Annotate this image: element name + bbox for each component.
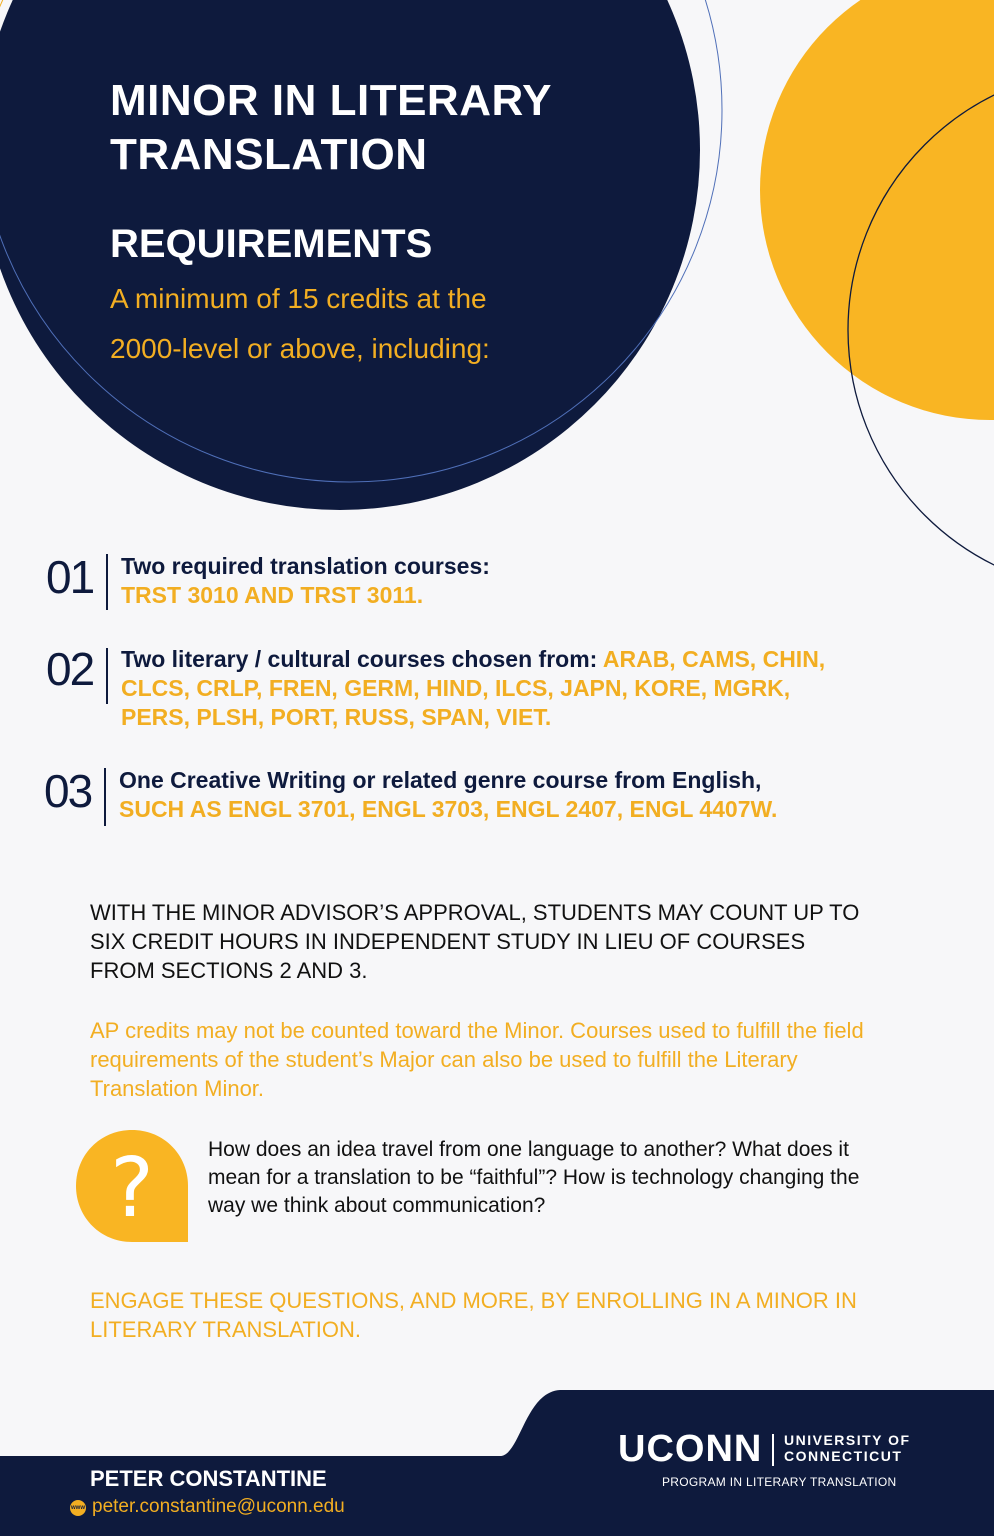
item-detail-2: ARAB, CAMS, CHIN, CLCS, CRLP, FREN, GERM, HIND, ILCS, JAPN, KORE, MGRK, PERS, PLSH, PORT, RUSS, SPAN, VIET. [121,646,826,730]
contact-email-link[interactable]: peter.constantine@uconn.edu [92,1496,345,1517]
contact-name: PETER CONSTANTINE [90,1466,327,1491]
title-line-1: MINOR IN LITERARY [110,76,552,125]
logo-univ-line-2: CONNECTICUT [784,1448,903,1464]
item-lead-1: Two required translation courses: [121,553,490,579]
item-detail-1: TRST 3010 AND TRST 3011. [121,582,424,608]
questions-text: How does an idea travel from one language to another? What does it mean for a translation to be “faithful”? How is technology changing the way we think about communication? [208,1138,860,1217]
title-line-2: TRANSLATION [110,130,428,179]
item-divider-3 [104,768,106,826]
www-icon: www [70,1500,86,1516]
item-number-1: 01 [46,551,94,603]
requirement-item-2 [121,645,861,732]
ap-credits-note: AP credits may not be counted toward the Minor. Courses used to fulfill the field requirements of the student’s Major can also be used to fulfill the Literary Translation Minor. [90,1018,864,1101]
item-lead-2: Two literary / cultural courses chosen from: [121,646,598,672]
uconn-logo-university [784,1432,911,1464]
program-name: PROGRAM IN LITERARY TRANSLATION [662,1475,897,1489]
requirement-item-3 [119,766,919,824]
logo-separator [772,1434,774,1466]
item-number-3: 03 [44,765,92,817]
item-lead-3: One Creative Writing or related genre course from English, [119,767,762,793]
requirement-item-1 [121,552,881,610]
question-mark: ? [110,1141,154,1236]
logo-univ-line-1: UNIVERSITY OF [784,1432,911,1448]
item-detail-3: SUCH AS ENGL 3701, ENGL 3703, ENGL 2407, ENGL 4407W. [119,796,778,822]
item-divider-2 [106,648,108,704]
requirements-subtitle: A minimum of 15 credits at the 2000-level or above, including: [110,283,490,364]
call-to-action: ENGAGE THESE QUESTIONS, AND MORE, BY ENROLLING IN A MINOR IN LITERARY TRANSLATION. [90,1288,857,1342]
uconn-logo-wordmark: UCONN [618,1428,763,1470]
item-number-2: 02 [46,643,94,695]
requirements-heading: REQUIREMENTS [110,222,433,266]
page-title [110,74,670,182]
question-bubble-icon [74,1128,190,1244]
advisor-note: WITH THE MINOR ADVISOR’S APPROVAL, STUDENTS MAY COUNT UP TO SIX CREDIT HOURS IN INDEPENDENT STUDY IN LIEU OF COURSES FROM SECTIONS 2 AND 3. [90,900,860,983]
item-divider-1 [106,554,108,610]
